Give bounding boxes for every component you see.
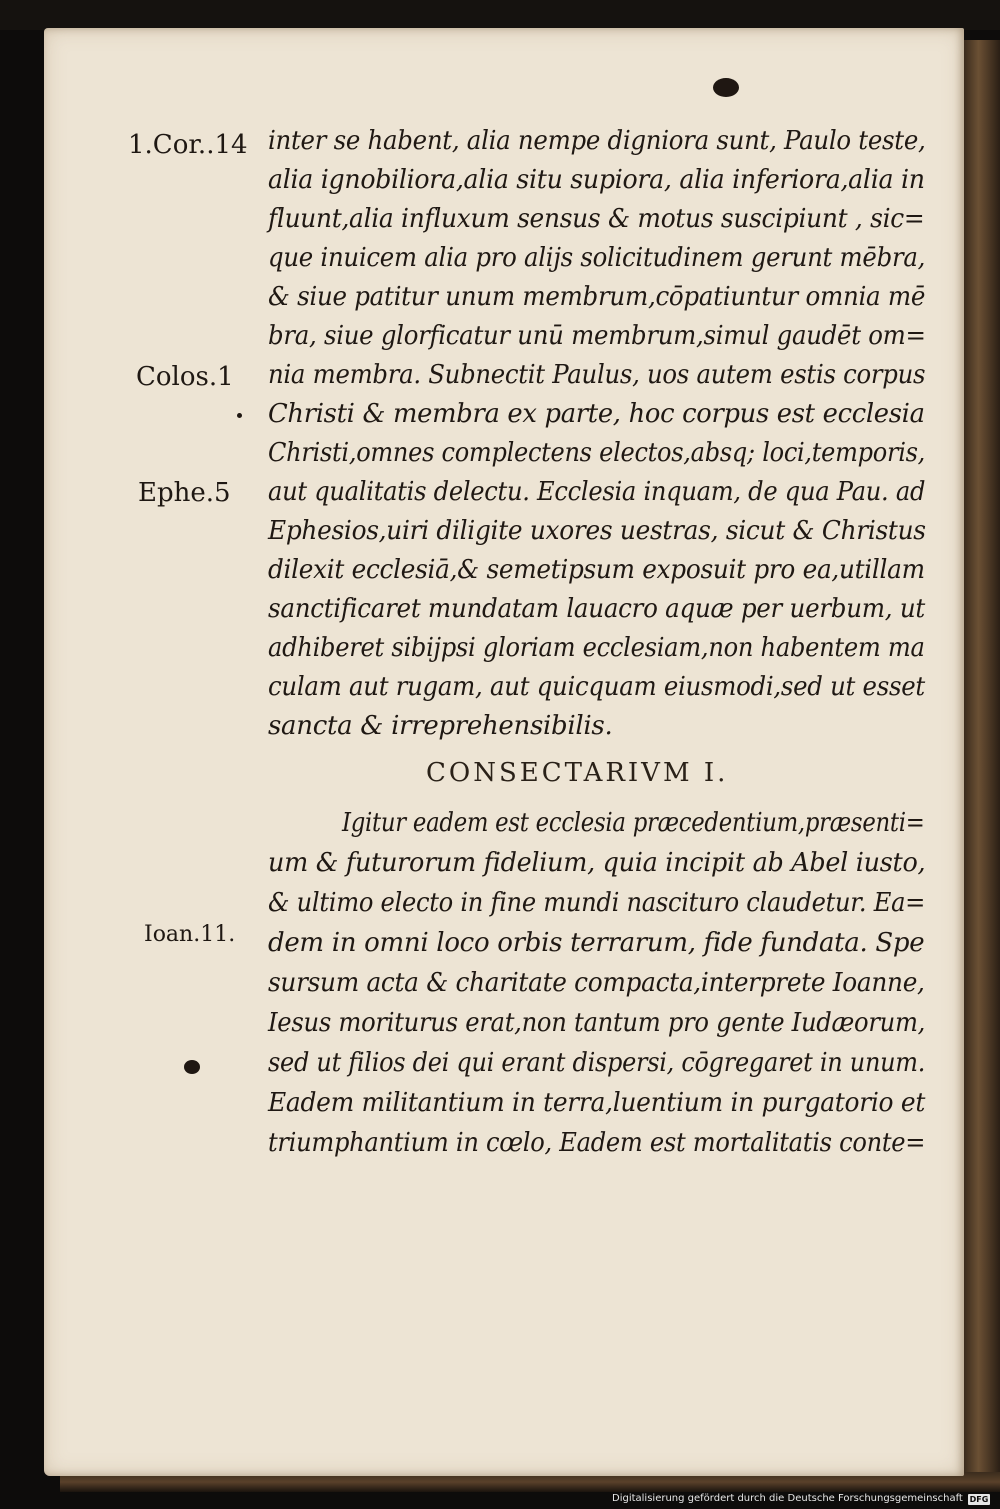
text-line: Ephesios,uiri diligite uxores uestras, sicut & Christus <box>268 516 926 546</box>
text-line: culam aut rugam, aut quicquam eiusmodi,sed ut esset <box>268 672 925 702</box>
text-line: sanctificaret mundatam lauacro aquæ per uerbum, ut <box>268 594 925 624</box>
text-line: sed ut filios dei qui erant dispersi, cōgregaret in unum. <box>268 1048 926 1078</box>
text-line: & siue patitur unum membrum,cōpatiuntur omnia mē <box>268 282 926 312</box>
text-line: nia membra. Subnectit Paulus, uos autem estis corpus <box>268 360 926 390</box>
text-line: um & futurorum fidelium, quia incipit ab Abel iusto, <box>268 848 926 878</box>
text-line: fluunt,alia influxum sensus & motus suscipiunt , sic= <box>268 204 925 234</box>
ink-blot-margin <box>184 1060 200 1074</box>
text-line: dilexit ecclesiā,& semetipsum exposuit pro ea,utillam <box>268 555 925 585</box>
text-line: alia ignobiliora,alia situ supiora, alia inferiora,alia in <box>268 165 925 195</box>
text-line: sancta & irreprehensibilis. <box>268 711 613 741</box>
text-line: Igitur eadem est ecclesia præcedentium,præsenti= <box>342 808 925 838</box>
margin-note-ephe: Ephe.5 <box>138 478 231 508</box>
text-line: inter se habent, alia nempe digniora sunt, Paulo teste, <box>268 126 926 156</box>
dfg-logo: DFG <box>969 1495 989 1504</box>
margin-note-1cor: 1.Cor..14 <box>128 130 248 160</box>
margin-note-colos: Colos.1 <box>136 362 234 392</box>
book-fore-edge <box>964 40 1000 1480</box>
ink-speck-margin <box>237 413 242 418</box>
section-heading: CONSECTARIVM I. <box>426 758 729 788</box>
ink-blot-top <box>713 78 739 97</box>
scan-top-edge <box>0 0 1000 30</box>
text-line: bra, siue glorficatur unū membrum,simul gaudēt om= <box>268 321 926 351</box>
text-line: triumphantium in cœlo, Eadem est mortalitatis conte= <box>268 1128 926 1158</box>
text-line: & ultimo electo in fine mundi nascituro claudetur. Ea= <box>268 888 926 918</box>
text-line: sursum acta & charitate compacta,interprete Ioanne, <box>268 968 925 998</box>
text-line: Iesus moriturus erat,non tantum pro gente Iudæorum, <box>268 1008 926 1038</box>
text-line: Eadem militantium in terra,luentium in purgatorio et <box>268 1088 926 1118</box>
text-line: Christi & membra ex parte, hoc corpus est ecclesia <box>268 399 925 429</box>
text-line: dem in omni loco orbis terrarum, fide fundata. Spe <box>268 928 925 958</box>
digitization-credit: Digitalisierung gefördert durch die Deutsche Forschungsgemeinschaft <box>612 1493 963 1504</box>
text-line: adhiberet sibijpsi gloriam ecclesiam,non habentem ma <box>268 633 925 663</box>
text-line: Christi,omnes complectens electos,absq; loci,temporis, <box>268 438 926 468</box>
text-line: aut qualitatis delectu. Ecclesia inquam, de qua Pau. ad <box>268 477 926 507</box>
margin-note-ioan: Ioan.11. <box>144 922 236 947</box>
text-line: que inuicem alia pro alijs solicitudinem gerunt mēbra, <box>268 243 926 273</box>
